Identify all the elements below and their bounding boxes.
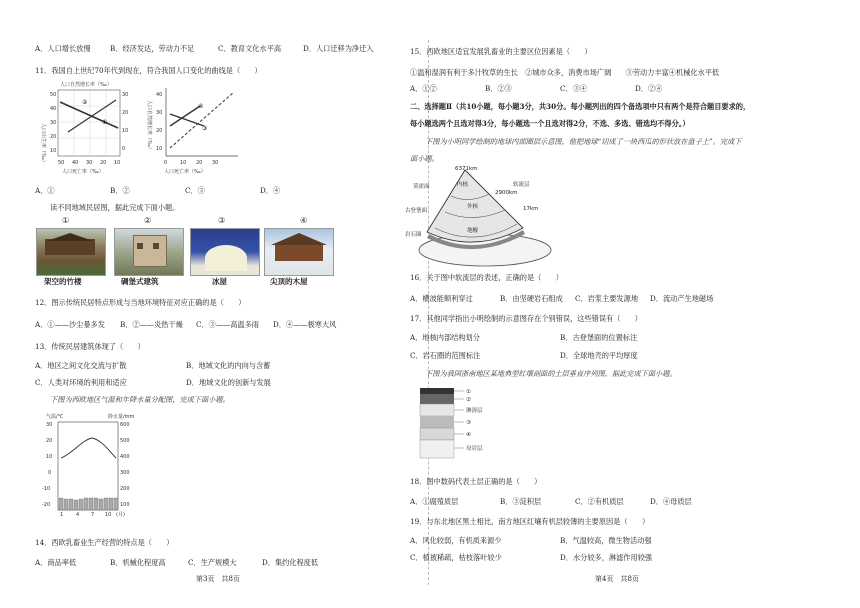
q11-option-a: A．① xyxy=(35,186,55,195)
photo-igloo xyxy=(190,228,260,276)
q11-right-x-tick: 0 xyxy=(164,160,168,166)
q12-option-b: B．②——炎热干燥 xyxy=(120,320,183,329)
q19-option-d: D．水分较多，淋滤作用较强 xyxy=(560,553,653,562)
q11-left-top-label: 人口自然增长率（‰） xyxy=(60,82,112,88)
q11-left-y-label: 人口出生率（‰） xyxy=(40,123,46,165)
q14-option-b: B．机械化程度高 xyxy=(110,558,166,567)
q12-option-c: C．③——高温多雨 xyxy=(196,320,260,329)
q16-option-c: C．岩浆主要发源地 xyxy=(575,294,639,303)
q10-option-a: A．人口增长放慢 xyxy=(35,44,91,53)
climate-x-unit: (月) xyxy=(116,512,125,518)
q11-left-r-tick: 10 xyxy=(122,128,129,134)
q11-left-x-tick: 40 xyxy=(72,160,79,166)
earth-radius-label: 6371km xyxy=(455,166,478,172)
q11-left-x-label: 人口死亡率（‰） xyxy=(62,169,104,175)
photo-2-caption: 碉堡式建筑 xyxy=(121,277,159,286)
q11-left-y-tick: 20 xyxy=(50,134,57,140)
soil-label-parent: 母岩层 xyxy=(466,446,483,452)
climate-left-tick: 10 xyxy=(46,454,53,460)
earth-lithosphere-label: 岩石圈 xyxy=(405,232,422,238)
q11-left-y-tick: 10 xyxy=(50,148,57,154)
q13-stem: 13．传统民居建筑体现了（ ） xyxy=(35,342,145,351)
q15-option-a: A．①② xyxy=(410,84,437,93)
climate-intro: 下图为西欧地区气温和年降水量分配图，完成下面小题。 xyxy=(50,395,230,404)
q11-left-x-tick: 20 xyxy=(100,160,107,166)
q19-stem: 19．与东北地区黑土相比，南方地区红壤有机层较薄的主要原因是（ ） xyxy=(410,517,650,526)
photo-bamboo-house xyxy=(36,228,106,276)
soil-layer-2 xyxy=(420,394,454,404)
q11-left-r-tick: 20 xyxy=(122,110,129,116)
q10-option-b: B．经济发达，劳动力不足 xyxy=(110,44,195,53)
q17-option-c: C．岩石圈的范围标注 xyxy=(410,351,481,360)
q14-option-c: C．生产规模大 xyxy=(188,558,237,567)
q10-option-c: C．教育文化水平高 xyxy=(218,44,282,53)
q11-left-y-tick: 40 xyxy=(50,106,57,112)
page-footer-left: 第3页 共8页 xyxy=(196,575,240,583)
q18-option-c: C．②有机质层 xyxy=(575,497,624,506)
curve-4-label: ④ xyxy=(198,103,204,110)
soil-label-eluvial: 淋溶层 xyxy=(466,408,483,414)
temperature-curve xyxy=(61,438,116,458)
photo-1-caption: 架空的竹楼 xyxy=(44,277,82,286)
earth-moho-label: 莫霍面 xyxy=(413,184,430,190)
q11-right-y-tick: 40 xyxy=(156,92,163,98)
photo-2-num: ② xyxy=(144,216,152,225)
photo-1-num: ① xyxy=(62,216,70,225)
q11-right-y-tick: 20 xyxy=(156,128,163,134)
q15-option-b: B．②③ xyxy=(485,84,512,93)
soil-intro: 下图为我国浙南地区某地典型红壤剖面的土层垂直序列图，据此完成下面小题。 xyxy=(425,369,677,378)
q17-option-d: D．全球地壳的平均厚度 xyxy=(560,351,638,360)
climate-left-tick: 30 xyxy=(46,422,53,428)
page-footer-right: 第4页 共8页 xyxy=(595,575,639,583)
climate-x-tick: 10 xyxy=(105,512,112,518)
q19-option-b: B．气温较高，微生物活动强 xyxy=(560,536,652,545)
curve-1-label: ① xyxy=(102,119,108,126)
right-page xyxy=(405,0,860,608)
q14-stem: 14．西欧乳畜业生产经营的特点是（ ） xyxy=(35,538,174,547)
q11-right-x-tick: 20 xyxy=(196,160,203,166)
q12-stem: 12．图示传统民居特点形成与当地环境特征对应正确的是（ ） xyxy=(35,298,246,307)
soil-label-2: ② xyxy=(466,397,471,403)
q13-option-a: A．地区之间文化交流与扩散 xyxy=(35,361,127,370)
q11-left-r-tick: 0 xyxy=(122,146,126,152)
soil-label-4: ④ xyxy=(466,432,471,438)
q11-right-x-label: 人口死亡率（‰） xyxy=(164,169,206,175)
climate-right-tick: 500 xyxy=(120,438,130,444)
photo-wood-house xyxy=(264,228,334,276)
q11-left-r-tick: 30 xyxy=(122,92,129,98)
q19-option-c: C．植被稀疏，枯枝落叶较少 xyxy=(410,553,502,562)
earth-asthenosphere-label: 软流层 xyxy=(513,182,530,188)
soil-label-3: ③ xyxy=(466,420,471,426)
earth-2900-label: 2900km xyxy=(495,190,518,196)
q14-option-d: D．集约化程度低 xyxy=(262,558,319,567)
curve-2 xyxy=(68,100,116,132)
q15-stem: 15．西欧地区适宜发展乳畜业的主要区位因素是（ ） xyxy=(410,47,592,56)
q11-option-d: D．④ xyxy=(260,186,281,195)
section-title-line1: 二、选择题Ⅱ（共10小题，每小题3分，共30分。每小题列出的四个备选项中只有两个是符合题目要求的， xyxy=(410,102,751,111)
q13-option-d: D．地域文化的创新与发展 xyxy=(186,378,271,387)
climate-left-label: 气温/℃ xyxy=(46,414,64,420)
q10-option-d: D．人口迁移为净迁入 xyxy=(303,44,374,53)
climate-right-tick: 300 xyxy=(120,470,130,476)
soil-profile-diagram xyxy=(418,382,508,462)
photo-4-caption: 尖顶的木屋 xyxy=(270,277,308,286)
q11-right-y-tick: 30 xyxy=(156,110,163,116)
soil-layer-eluvial xyxy=(420,404,454,416)
climate-x-tick: 1 xyxy=(60,512,64,518)
q11-left-y-tick: 50 xyxy=(50,92,57,98)
q18-option-b: B．③淀积层 xyxy=(500,497,542,506)
q11-right-x-tick: 30 xyxy=(212,160,219,166)
curve-4 xyxy=(170,114,204,126)
q18-option-d: D．④母质层 xyxy=(650,497,692,506)
climate-right-tick: 600 xyxy=(120,422,130,428)
q13-option-b: B．地域文化的内向与含蓄 xyxy=(186,361,271,370)
climate-x-tick: 4 xyxy=(76,512,80,518)
q11-right-y-label: 人口自然增长率（‰） xyxy=(146,100,152,152)
photo-4-num: ④ xyxy=(300,216,308,225)
soil-layer-4 xyxy=(420,428,454,440)
earth-inner-core-label: 内核 xyxy=(457,182,469,188)
q11-chart-right xyxy=(142,78,242,176)
curve-3-label: ③ xyxy=(202,125,208,132)
q16-option-b: B．由坚硬岩石组成 xyxy=(500,294,563,303)
earth-layers-diagram xyxy=(405,162,555,272)
earth-intro-line1: 下图为小明同学绘制的地球内部圈层示意图，他把地球“切成了一块西瓜的形状放在盘子上”。完成下 xyxy=(425,137,742,146)
earth-17km-label: 17km xyxy=(523,206,539,212)
q12-option-d: D．④——极寒大风 xyxy=(273,320,337,329)
q12-option-a: A．①——沙尘暴多发 xyxy=(35,320,105,329)
q16-stem: 16．关于图中软流层的表述，正确的是（ ） xyxy=(410,273,563,282)
soil-layer-1 xyxy=(420,388,454,394)
q11-stem: 11．我国自上世纪70年代到现在，符合我国人口变化的曲线是（ ） xyxy=(35,66,262,75)
climate-x-tick: 7 xyxy=(91,512,95,518)
q18-option-a: A．①腐殖质层 xyxy=(410,497,459,506)
q11-left-y-tick: 30 xyxy=(50,120,57,126)
climate-chart xyxy=(40,412,140,518)
q11-right-y-tick: 10 xyxy=(156,146,163,152)
photo-fort-building xyxy=(114,228,184,276)
q11-left-x-tick: 30 xyxy=(86,160,93,166)
q11-option-b: B．② xyxy=(110,186,130,195)
earth-intro-line2: 面小题。 xyxy=(410,154,439,163)
q11-left-x-tick: 50 xyxy=(58,160,65,166)
climate-left-tick: 20 xyxy=(46,438,53,444)
q16-option-d: D．流动产生地磁场 xyxy=(650,294,714,303)
q15-items: ①温和湿润有利于多汁牧草的生长 ②城市众多，消费市场广阔 ③劳动力丰富④机械化水平低 xyxy=(410,68,720,77)
photos-intro: 读不同地域民居图，据此完成下面小题。 xyxy=(50,203,180,212)
q13-option-c: C．人类对环境的利用和适应 xyxy=(35,378,127,387)
photo-3-caption: 冰屋 xyxy=(212,277,227,286)
earth-mantle-label: 地幔 xyxy=(467,228,479,234)
climate-right-tick: 200 xyxy=(120,486,130,492)
q16-option-a: A．横波能顺利穿过 xyxy=(410,294,473,303)
q17-stem: 17．其他同学指出小明绘制的示意图存在个别错误，这些错误有（ ） xyxy=(410,314,642,323)
curve-2-label: ② xyxy=(82,99,88,106)
climate-right-tick: 400 xyxy=(120,454,130,460)
q17-option-b: B．古登堡面的位置标注 xyxy=(560,333,638,342)
q19-option-a: A．风化较弱，有机质来源少 xyxy=(410,536,502,545)
q15-option-c: C．③④ xyxy=(560,84,588,93)
q18-stem: 18．图中数码代表土层正确的是（ ） xyxy=(410,477,542,486)
climate-right-tick: 100 xyxy=(120,502,130,508)
climate-left-tick: 0 xyxy=(48,470,52,476)
q17-option-a: A．地核内部结构划分 xyxy=(410,333,480,342)
soil-layer-parent-rock xyxy=(420,440,454,458)
photo-3-num: ③ xyxy=(218,216,226,225)
q11-right-x-tick: 10 xyxy=(180,160,187,166)
climate-left-tick: -10 xyxy=(42,486,51,492)
section-title-line2: 每小题选两个且选对得3分，每小题选一个且选对得2分，不选、多选、错选均不得分。） xyxy=(410,119,690,128)
q11-left-x-tick: 10 xyxy=(114,160,121,166)
soil-label-1: ① xyxy=(466,389,471,395)
earth-gutenberg-label: 古登堡面 xyxy=(405,208,428,214)
climate-left-tick: -20 xyxy=(42,502,51,508)
q11-chart-left xyxy=(38,78,138,176)
q11-option-c: C．③ xyxy=(185,186,205,195)
q14-option-a: A．商品率低 xyxy=(35,558,77,567)
q15-option-d: D．②④ xyxy=(635,84,663,93)
earth-outer-core-label: 外核 xyxy=(467,204,479,210)
soil-layer-3 xyxy=(420,416,454,428)
climate-right-label: 降水量/mm xyxy=(108,414,135,420)
